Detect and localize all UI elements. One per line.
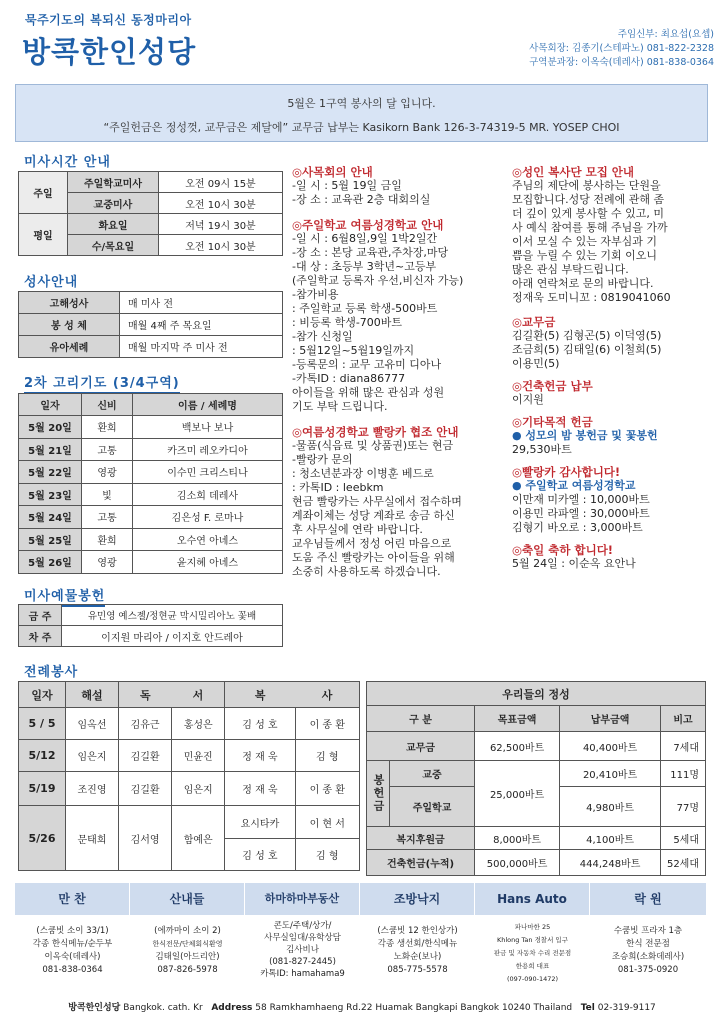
text-line: 29,530바트 bbox=[512, 443, 572, 456]
text-line: 김형기 바오로 : 3,000바트 bbox=[512, 521, 643, 534]
text-line: 5월 24일 : 이순옥 요안나 bbox=[512, 557, 636, 570]
sacrament-name: 봉 성 체 bbox=[19, 314, 120, 336]
rosary-mystery: 환희 bbox=[82, 528, 133, 551]
building-fund-title: ◎건축헌금 납부 bbox=[512, 379, 593, 393]
dues-note: 77명 bbox=[661, 787, 706, 827]
text-line: -일 시 : 5월 19일 금일 bbox=[292, 179, 402, 192]
liturgy-date: 5/19 bbox=[19, 772, 66, 806]
dues-sublabel: 주일학교 bbox=[390, 787, 475, 827]
feast-day-title: ◎축일 축하 합니다! bbox=[512, 543, 614, 557]
sacrament-name: 유아세례 bbox=[19, 336, 120, 358]
dues-title: 우리들의 정성 bbox=[367, 682, 706, 706]
sponsor-line: 081-838-0364 bbox=[42, 965, 103, 975]
text-line: 후 사무실에 연락 바랍니다. bbox=[292, 523, 423, 536]
palanca-thanks-subtitle: ● 주일학교 여름성경학교 bbox=[512, 479, 636, 492]
rosary-date: 5월 24일 bbox=[19, 506, 82, 529]
sponsor-line: 노화순(보나) bbox=[393, 952, 442, 962]
rosary-person: 김은성 F. 로마나 bbox=[133, 506, 283, 529]
liturgy-reader: 김서영 bbox=[119, 806, 172, 871]
dues-header: 목표금액 bbox=[475, 706, 560, 732]
rosary-person: 카즈미 레오카디아 bbox=[133, 438, 283, 461]
rosary-date: 5월 26일 bbox=[19, 551, 82, 574]
rosary-date: 5월 21일 bbox=[19, 438, 82, 461]
dues-paid: 4,980바트 bbox=[560, 787, 661, 827]
footer-address-label: Address bbox=[211, 1003, 253, 1013]
text-line: 많은 관심 부탁드립니다. bbox=[512, 263, 629, 276]
mass-name: 주일학교미사 bbox=[68, 172, 159, 193]
liturgy-server: 정 재 욱 bbox=[225, 740, 295, 772]
text-line: : 카톡ID : leebkm bbox=[292, 481, 384, 494]
dues-paid: 4,100바트 bbox=[560, 827, 661, 850]
dues-paid: 40,400바트 bbox=[560, 732, 661, 761]
liturgy-server: 이 종 환 bbox=[295, 772, 359, 806]
altar-server-title: ◎성인 복사단 모집 안내 bbox=[512, 165, 635, 179]
liturgy-header: 해설 bbox=[66, 682, 119, 708]
middle-column bbox=[292, 165, 502, 579]
liturgy-narrator: 문태희 bbox=[66, 806, 119, 871]
liturgy-date: 5/12 bbox=[19, 740, 66, 772]
text-line: 소중히 사용하도록 하겠습니다. bbox=[292, 565, 441, 578]
liturgy-server: 김 성 호 bbox=[225, 708, 295, 740]
rosary-date: 5월 20일 bbox=[19, 416, 82, 439]
text-line: 모집합니다.성당 전례에 관해 좀 bbox=[512, 193, 665, 206]
text-line: 쁨을 누릴 수 있는 기회 이오니 bbox=[512, 249, 657, 262]
sponsor-line: 콘도/주택/상가/ bbox=[273, 921, 332, 931]
liturgy-narrator: 임은지 bbox=[66, 740, 119, 772]
rosary-mystery: 빛 bbox=[82, 483, 133, 506]
liturgy-server: 김 성 호 bbox=[225, 839, 295, 871]
banner-line-1: 5월은 1구역 봉사의 달 입니다. bbox=[287, 97, 436, 110]
dues-label: 복지후원금 bbox=[367, 827, 475, 850]
header-contacts bbox=[529, 28, 714, 70]
sacrament-time: 매월 4째 주 목요일 bbox=[120, 314, 283, 336]
text-line: 기도 부탁 드립니다. bbox=[292, 400, 388, 413]
liturgy-narrator: 임옥선 bbox=[66, 708, 119, 740]
mass-time: 오전 09시 15분 bbox=[159, 172, 283, 193]
liturgy-header: 일자 bbox=[19, 682, 66, 708]
liturgy-reader: 김길환 bbox=[119, 740, 172, 772]
text-line: 이용민(5) bbox=[512, 357, 560, 370]
liturgy-reader: 김유근 bbox=[119, 708, 172, 740]
mass-title: 미사시간 안내 bbox=[24, 151, 111, 173]
text-line: 이서 모실 수 있는 자부심과 기 bbox=[512, 235, 657, 248]
banner-line-2: “주일헌금은 정성껏, 교무금은 제달에” 교무금 납부는 Kasikorn Bank 126-3-74319-5 MR. YOSEP CHOI bbox=[103, 121, 620, 134]
dues-target: 500,000바트 bbox=[475, 850, 560, 876]
sponsor-line: (스쿰빗 소이 33/1) bbox=[36, 926, 109, 936]
liturgy-date: 5 / 5 bbox=[19, 708, 66, 740]
liturgy-title: 전례봉사 bbox=[24, 661, 78, 683]
sponsor-line: 카톡ID: hamahama9 bbox=[260, 969, 345, 979]
sponsor-line: 085-775-5578 bbox=[387, 965, 448, 975]
liturgy-narrator: 조진영 bbox=[66, 772, 119, 806]
footer-tel: 02-319-9117 bbox=[597, 1003, 656, 1013]
header-subtitle: 묵주기도의 복되신 동정마리아 bbox=[25, 13, 192, 27]
footer-address: 58 Ramkhamhaeng Rd.22 Huamak Bangkapi Bangkok 10240 Thailand bbox=[255, 1003, 573, 1013]
sponsor-line: (097-090-1472) bbox=[506, 975, 559, 983]
sponsor-line: 김사비나 bbox=[286, 945, 319, 955]
rosary-header: 신비 bbox=[82, 394, 133, 416]
rosary-date: 5월 22일 bbox=[19, 461, 82, 484]
sponsor-card bbox=[590, 883, 706, 995]
sponsor-line: (에까마이 소이 2) bbox=[154, 926, 221, 936]
contact-line: 주임신부: 최요섭(요셉) bbox=[617, 29, 714, 40]
sponsor-line: 각종 생선회/한식메뉴 bbox=[377, 939, 458, 949]
sacrament-table bbox=[18, 291, 283, 358]
liturgy-server: 정 재 욱 bbox=[225, 772, 295, 806]
rosary-person: 오수연 아녜스 bbox=[133, 528, 283, 551]
dues-sublabel: 교중 bbox=[390, 761, 475, 787]
text-line: 정재욱 도미니꼬 : 0819041060 bbox=[512, 291, 671, 304]
sponsor-line: 081-375-0920 bbox=[617, 965, 679, 975]
rosary-mystery: 고통 bbox=[82, 506, 133, 529]
text-line: 이용민 라파엘 : 30,000바트 bbox=[512, 507, 650, 520]
sponsor-line: (081-827-2445) bbox=[269, 957, 336, 967]
rosary-person: 백보나 보나 bbox=[133, 416, 283, 439]
text-line: -일 시 : 6월8일,9일 1박2일간 bbox=[292, 232, 438, 245]
sponsor-line: 한식전문/단체회식환영 bbox=[152, 940, 223, 948]
rosary-header: 이름 / 세례명 bbox=[133, 394, 283, 416]
liturgy-reader: 함예은 bbox=[172, 806, 225, 871]
sponsor-line: (스쿰빗 12 한인상가) bbox=[377, 926, 458, 936]
sponsor-card bbox=[360, 883, 475, 995]
text-line: 교우님들께서 정성 어린 마음으로 bbox=[292, 537, 452, 550]
sponsor-card bbox=[475, 883, 590, 995]
text-line: -참가비용 bbox=[292, 288, 339, 301]
rosary-mystery: 영광 bbox=[82, 461, 133, 484]
dues-label: 건축헌금(누적) bbox=[367, 850, 475, 876]
liturgy-date: 5/26 bbox=[19, 806, 66, 871]
text-line: 도움 주신 빨랑카는 아이들을 위해 bbox=[292, 551, 455, 564]
text-line: -물품(식음료 및 상품권)또는 현금 bbox=[292, 439, 454, 452]
text-line: -카톡ID : diana86777 bbox=[292, 372, 406, 385]
footer bbox=[0, 1000, 724, 1013]
rosary-person: 윤지혜 아녜스 bbox=[133, 551, 283, 574]
rosary-header: 일자 bbox=[19, 394, 82, 416]
sacrament-title: 성사안내 bbox=[24, 271, 78, 293]
text-line: 이지원 bbox=[512, 393, 544, 406]
liturgy-header: 사 bbox=[295, 682, 359, 708]
meeting-title: ◎사목회의 안내 bbox=[292, 165, 373, 179]
dues-note: 111명 bbox=[661, 761, 706, 787]
mass-name: 수/목요일 bbox=[68, 235, 159, 256]
dues-header: 비고 bbox=[661, 706, 706, 732]
text-line: 현금 빨랑카는 사무실에서 접수하며 bbox=[292, 495, 462, 508]
liturgy-table bbox=[18, 681, 360, 871]
sponsor-line: Khlong Tan 경찰서 입구 bbox=[496, 936, 568, 944]
text-line: 계좌이체는 성당 계좌로 송금 하신 bbox=[292, 509, 455, 522]
mass-table bbox=[18, 171, 283, 256]
rosary-mystery: 영광 bbox=[82, 551, 133, 574]
text-line: 사 예식 참여를 통해 주님을 가까 bbox=[512, 221, 668, 234]
rosary-title: 2차 고리기도 (3/4구역) bbox=[24, 372, 180, 394]
dues-label: 교무금 bbox=[367, 732, 475, 761]
text-line: 더 깊이 있게 봉사할 수 있고, 미 bbox=[512, 207, 664, 220]
liturgy-header: 서 bbox=[172, 682, 225, 708]
rosary-mystery: 환희 bbox=[82, 416, 133, 439]
sponsor-bar bbox=[15, 883, 706, 995]
sponsor-line: 087-826-5978 bbox=[157, 965, 218, 975]
sponsor-card bbox=[130, 883, 245, 995]
dues-paid: 444,248바트 bbox=[560, 850, 661, 876]
summer-school-title: ◎주일학교 여름성경학교 안내 bbox=[292, 218, 444, 232]
notice-banner bbox=[15, 84, 708, 142]
text-line: : 비등록 학생-700바트 bbox=[292, 316, 403, 329]
sponsor-line: 조승희(소화데레사) bbox=[611, 952, 685, 962]
sacrament-name: 고해성사 bbox=[19, 292, 120, 314]
liturgy-reader: 민윤진 bbox=[172, 740, 225, 772]
other-offering-title: ◎기타목적 헌금 bbox=[512, 415, 593, 429]
mass-time: 오전 10시 30분 bbox=[159, 193, 283, 214]
sponsor-name: 하마하마부동산 bbox=[245, 883, 360, 915]
footer-name: 방콕한인성당 bbox=[68, 1003, 121, 1013]
mass-name: 화요일 bbox=[68, 214, 159, 235]
text-line: 조금희(5) 김태일(6) 이철희(5) bbox=[512, 343, 662, 356]
dues-note: 7세대 bbox=[661, 732, 706, 761]
palanca-thanks-title: ◎빨랑카 감사합니다! bbox=[512, 465, 621, 479]
sponsor-line: 수쿰빗 프라자 1층 bbox=[613, 926, 683, 936]
rosary-date: 5월 23일 bbox=[19, 483, 82, 506]
footer-tel-label: Tel bbox=[580, 1003, 595, 1013]
liturgy-server: 김 형 bbox=[295, 839, 359, 871]
rosary-mystery: 고통 bbox=[82, 438, 133, 461]
dues-note: 52세대 bbox=[661, 850, 706, 876]
mass-name: 교중미사 bbox=[68, 193, 159, 214]
text-line: -참가 신청일 bbox=[292, 330, 353, 343]
text-line: -장 소 : 본당 교육관,주차장,마당 bbox=[292, 246, 449, 259]
sponsor-line: 판금 및 자동차 수리 전문점 bbox=[493, 949, 572, 957]
sacrament-time: 매월 마지막 주 미사 전 bbox=[120, 336, 283, 358]
text-line: (주일학교 등록자 우선,비신자 가능) bbox=[292, 274, 464, 287]
liturgy-reader: 김길환 bbox=[119, 772, 172, 806]
sponsor-line: 각종 한식메뉴/순두부 bbox=[32, 939, 113, 949]
rosary-person: 이수민 크리스티나 bbox=[133, 461, 283, 484]
offering-title: 미사예물봉헌 bbox=[24, 585, 105, 607]
rosary-table bbox=[18, 393, 283, 574]
dues-header: 구 분 bbox=[367, 706, 475, 732]
sponsor-name: 만 찬 bbox=[15, 883, 130, 915]
rosary-person: 김소희 데레사 bbox=[133, 483, 283, 506]
dues-target: 62,500바트 bbox=[475, 732, 560, 761]
liturgy-reader: 임은지 bbox=[172, 772, 225, 806]
contact-line: 사목회장: 김종기(스테파노) 081-822-2328 bbox=[529, 43, 714, 54]
text-line: 이만재 미카엘 : 10,000바트 bbox=[512, 493, 650, 506]
mass-time: 저녁 19시 30분 bbox=[159, 214, 283, 235]
liturgy-header: 독 bbox=[119, 682, 172, 708]
sponsor-card bbox=[15, 883, 130, 995]
sponsor-name: 조방낙지 bbox=[360, 883, 475, 915]
dues-note: 5세대 bbox=[661, 827, 706, 850]
offering-names: 유민영 예스젤/정현균 막시밀리아노 꽃배 bbox=[62, 605, 283, 626]
dues-header: 납부금액 bbox=[560, 706, 661, 732]
dues-target: 25,000바트 bbox=[475, 761, 560, 827]
liturgy-server: 이 종 환 bbox=[295, 708, 359, 740]
sponsor-card bbox=[245, 883, 360, 995]
liturgy-header: 복 bbox=[225, 682, 295, 708]
offering-label: 금 주 bbox=[19, 605, 62, 626]
liturgy-reader: 홍성은 bbox=[172, 708, 225, 740]
sponsor-line: 한용희 대표 bbox=[515, 962, 550, 970]
text-line: -빨랑카 문의 bbox=[292, 453, 353, 466]
sponsor-name: Hans Auto bbox=[475, 883, 590, 915]
text-line: -등록문의 : 교무 고유미 디아나 bbox=[292, 358, 442, 371]
contact-line: 구역분과장: 이옥숙(데레사) 081-838-0364 bbox=[529, 57, 714, 68]
sponsor-line: 파나마한 25 bbox=[514, 923, 551, 931]
text-line: -대 상 : 초등부 3학년~고등부 bbox=[292, 260, 437, 273]
offering-label: 차 주 bbox=[19, 626, 62, 647]
text-line: 아래 연락처로 문의 바랍니다. bbox=[512, 277, 654, 290]
dues-paid: 20,410바트 bbox=[560, 761, 661, 787]
mass-group-label: 평일 bbox=[19, 214, 68, 256]
text-line: : 청소년분과장 이병훈 베드로 bbox=[292, 467, 434, 480]
right-column bbox=[512, 165, 712, 571]
sponsor-name: 산내들 bbox=[130, 883, 245, 915]
rosary-date: 5월 25일 bbox=[19, 528, 82, 551]
text-line: 김길환(5) 김형곤(5) 이덕영(5) bbox=[512, 329, 662, 342]
text-line: 주님의 제단에 봉사하는 단원을 bbox=[512, 179, 661, 192]
dues-title: ◎교무금 bbox=[512, 315, 556, 329]
liturgy-server: 요시타카 bbox=[225, 806, 295, 839]
palanca-title: ◎여름성경학교 빨랑카 협조 안내 bbox=[292, 425, 459, 439]
mass-time: 오전 10시 30분 bbox=[159, 235, 283, 256]
footer-eng: Bangkok. cath. Kr bbox=[123, 1003, 203, 1013]
page-title: 방콕한인성당 bbox=[22, 35, 197, 69]
sponsor-line: 한식 전문점 bbox=[626, 939, 670, 949]
text-line: -장 소 : 교육관 2층 대회의실 bbox=[292, 193, 431, 206]
sponsor-line: 김태일(아드리안) bbox=[155, 952, 220, 962]
sponsor-name: 락 원 bbox=[590, 883, 706, 915]
liturgy-server: 김 형 bbox=[295, 740, 359, 772]
sponsor-line: 이옥숙(데레사) bbox=[44, 952, 101, 962]
offering-names: 이지원 마리아 / 이지호 안드레아 bbox=[62, 626, 283, 647]
liturgy-server: 이 현 서 bbox=[295, 806, 359, 839]
text-line: 아이들을 위해 많은 관심과 성원 bbox=[292, 386, 445, 399]
dues-label: 봉헌금 bbox=[367, 761, 390, 827]
dues-target: 8,000바트 bbox=[475, 827, 560, 850]
text-line: : 5월12일~5월19일까지 bbox=[292, 344, 415, 357]
offering-table bbox=[18, 604, 283, 647]
mass-group-label: 주일 bbox=[19, 172, 68, 214]
other-offering-subtitle: ● 성모의 밤 봉헌금 및 꽃봉헌 bbox=[512, 429, 658, 442]
dues-table bbox=[366, 681, 706, 876]
sponsor-line: 사무실임대/유학상담 bbox=[264, 933, 341, 943]
text-line: : 주일학교 등록 학생-500바트 bbox=[292, 302, 438, 315]
sacrament-time: 매 미사 전 bbox=[120, 292, 283, 314]
